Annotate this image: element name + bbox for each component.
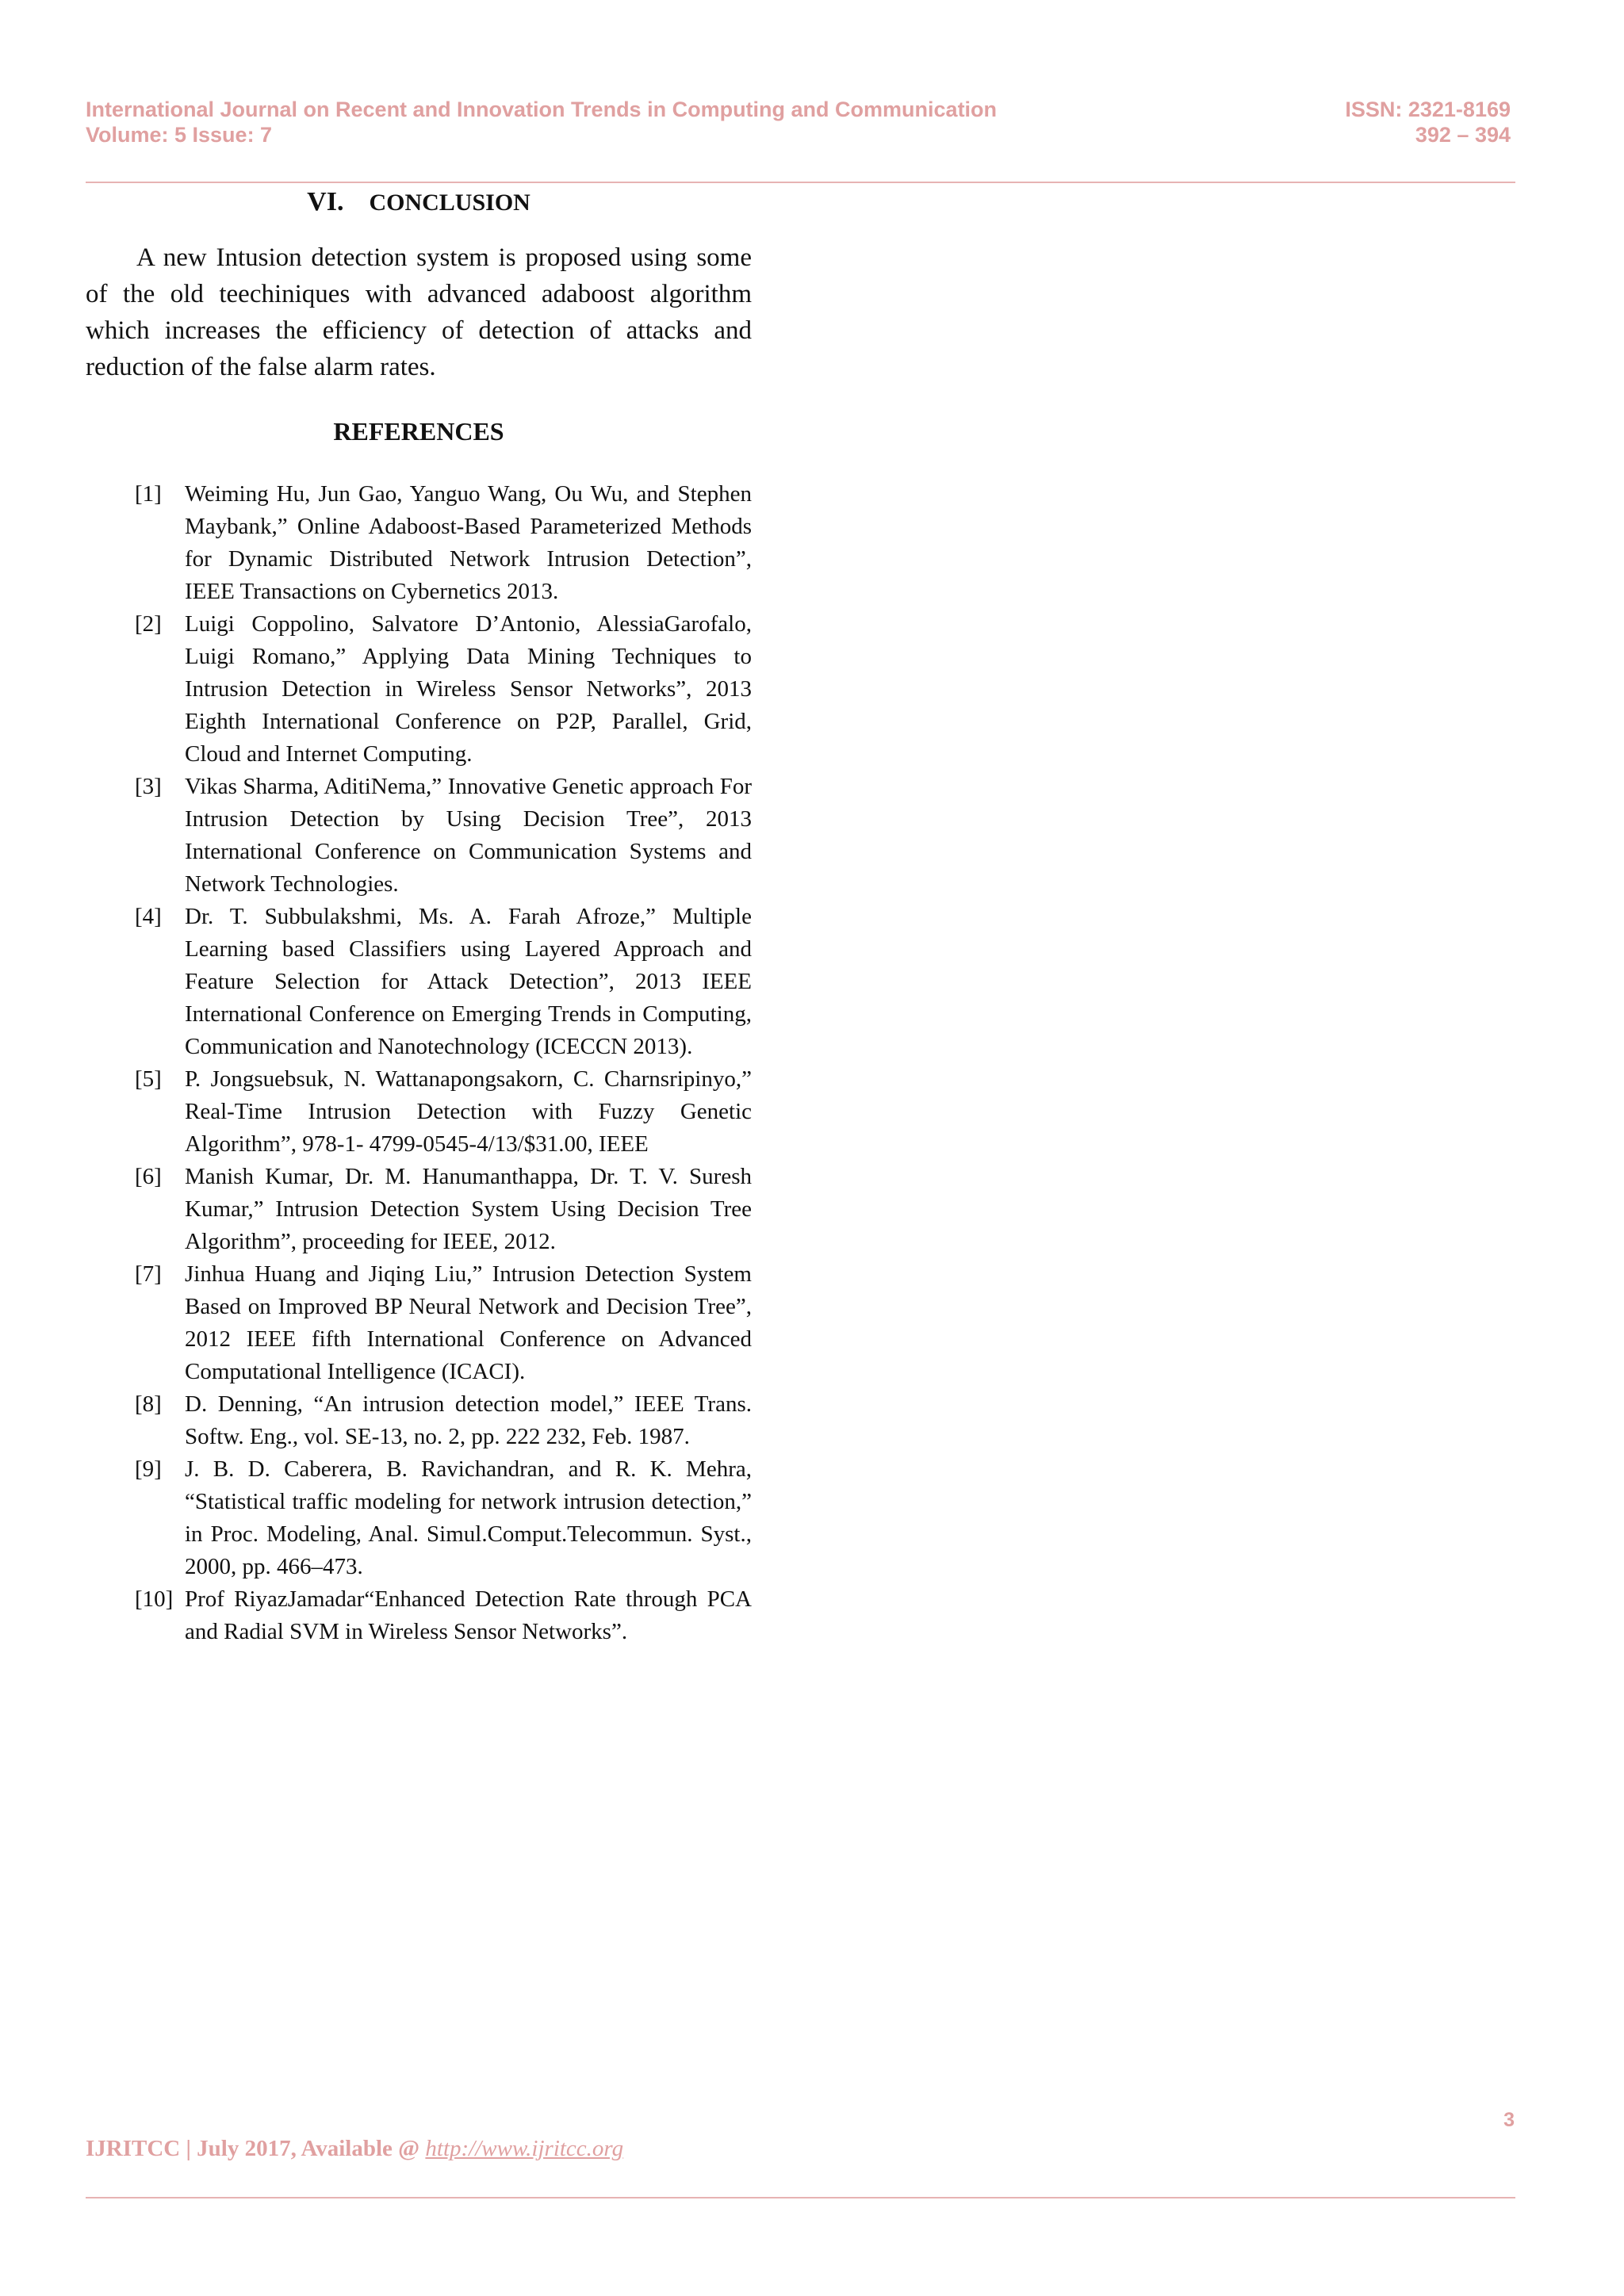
- footer: [86, 2136, 623, 2162]
- conclusion-paragraph: A new Intusion detection system is proposed using some of the old teechiniques with advanced adaboost algorithm which increases the efficiency of detection of attacks and reduction of the false alarm rates.: [86, 243, 752, 381]
- conclusion-heading: [86, 187, 752, 217]
- reference-item: [135, 1583, 752, 1648]
- reference-text: Manish Kumar, Dr. M. Hanumanthappa, Dr. T. V. Suresh Kumar,” Intrusion Detection System Using Decision Tree Algorithm”, proceeding for IEEE, 2012.: [185, 1164, 752, 1254]
- section-title: CONCLUSION: [369, 189, 530, 216]
- footer-text: IJRITCC | July 2017, Available @: [86, 2136, 426, 2161]
- page-range: 392 – 394: [1415, 123, 1511, 147]
- running-header-right: [1345, 97, 1511, 147]
- references-heading: REFERENCES: [333, 417, 504, 446]
- reference-number: [10]: [135, 1586, 174, 1612]
- reference-text: J. B. D. Caberera, B. Ravichandran, and R. K. Mehra, “Statistical traffic modeling for network intrusion detection,” in Proc. Modeling, Anal. Simul.Comput.Telecommun. Syst., 2000, pp. 466–473.: [185, 1456, 752, 1579]
- reference-number: [8]: [135, 1391, 162, 1417]
- reference-item: [135, 478, 752, 608]
- footer-divider: [86, 2197, 1515, 2198]
- reference-text: Weiming Hu, Jun Gao, Yanguo Wang, Ou Wu, and Stephen Maybank,” Online Adaboost-Based Parameterized Methods for Dynamic Distributed Network Intrusion Detection”, IEEE Transactions on Cybernetics 2013.: [185, 481, 752, 604]
- reference-item: [135, 1161, 752, 1258]
- reference-number: [7]: [135, 1261, 162, 1287]
- reference-item: [135, 608, 752, 771]
- reference-number: [6]: [135, 1164, 162, 1189]
- running-header-left: [86, 97, 997, 147]
- reference-text: Jinhua Huang and Jiqing Liu,” Intrusion Detection System Based on Improved BP Neural Network and Decision Tree”, 2012 IEEE fifth International Conference on Advanced Computational Intelligence (ICACI).: [185, 1261, 752, 1384]
- reference-number: [5]: [135, 1066, 162, 1092]
- journal-title: International Journal on Recent and Innovation Trends in Computing and Communication: [86, 98, 998, 121]
- reference-number: [2]: [135, 611, 162, 637]
- reference-item: [135, 1063, 752, 1161]
- reference-text: P. Jongsuebsuk, N. Wattanapongsakorn, C. Charnsripinyo,” Real-Time Intrusion Detection with Fuzzy Genetic Algorithm”, 978-1- 4799-0545-4/13/$31.00, IEEE: [185, 1066, 752, 1157]
- reference-text: D. Denning, “An intrusion detection model,” IEEE Trans. Softw. Eng., vol. SE-13, no. 2, pp. 222 232, Feb. 1987.: [185, 1391, 752, 1449]
- header-divider: [86, 182, 1515, 183]
- volume-issue: Volume: 5 Issue: 7: [86, 123, 273, 147]
- reference-number: [1]: [135, 481, 162, 507]
- page-number: 3: [1503, 2109, 1515, 2131]
- issn: ISSN: 2321-8169: [1345, 98, 1511, 121]
- reference-text: Dr. T. Subbulakshmi, Ms. A. Farah Afroze,” Multiple Learning based Classifiers using Layered Approach and Feature Selection for Attack Detection”, 2013 IEEE International Conference on Emerging Trends in Computing, Communication and Nanotechnology (ICECCN 2013).: [185, 904, 752, 1059]
- reference-item: [135, 1453, 752, 1583]
- reference-item: [135, 1258, 752, 1388]
- reference-number: [3]: [135, 774, 162, 799]
- reference-text: Prof RiyazJamadar“Enhanced Detection Rate through PCA and Radial SVM in Wireless Sensor Networks”.: [185, 1586, 752, 1644]
- footer-link[interactable]: http://www.ijritcc.org: [425, 2136, 624, 2161]
- section-number: VI.: [307, 187, 344, 216]
- reference-number: [9]: [135, 1456, 162, 1482]
- reference-text: Luigi Coppolino, Salvatore D’Antonio, AlessiaGarofalo, Luigi Romano,” Applying Data Mining Techniques to Intrusion Detection in Wireless Sensor Networks”, 2013 Eighth International Conference on P2P, Parallel, Grid, Cloud and Internet Computing.: [185, 611, 752, 767]
- reference-number: [4]: [135, 904, 162, 929]
- reference-text: Vikas Sharma, AditiNema,” Innovative Genetic approach For Intrusion Detection by Using Decision Tree”, 2013 International Conference on Communication Systems and Network Technologies.: [185, 774, 752, 897]
- reference-item: [135, 1388, 752, 1453]
- references-list: [135, 478, 752, 1648]
- reference-item: [135, 771, 752, 901]
- reference-item: [135, 901, 752, 1063]
